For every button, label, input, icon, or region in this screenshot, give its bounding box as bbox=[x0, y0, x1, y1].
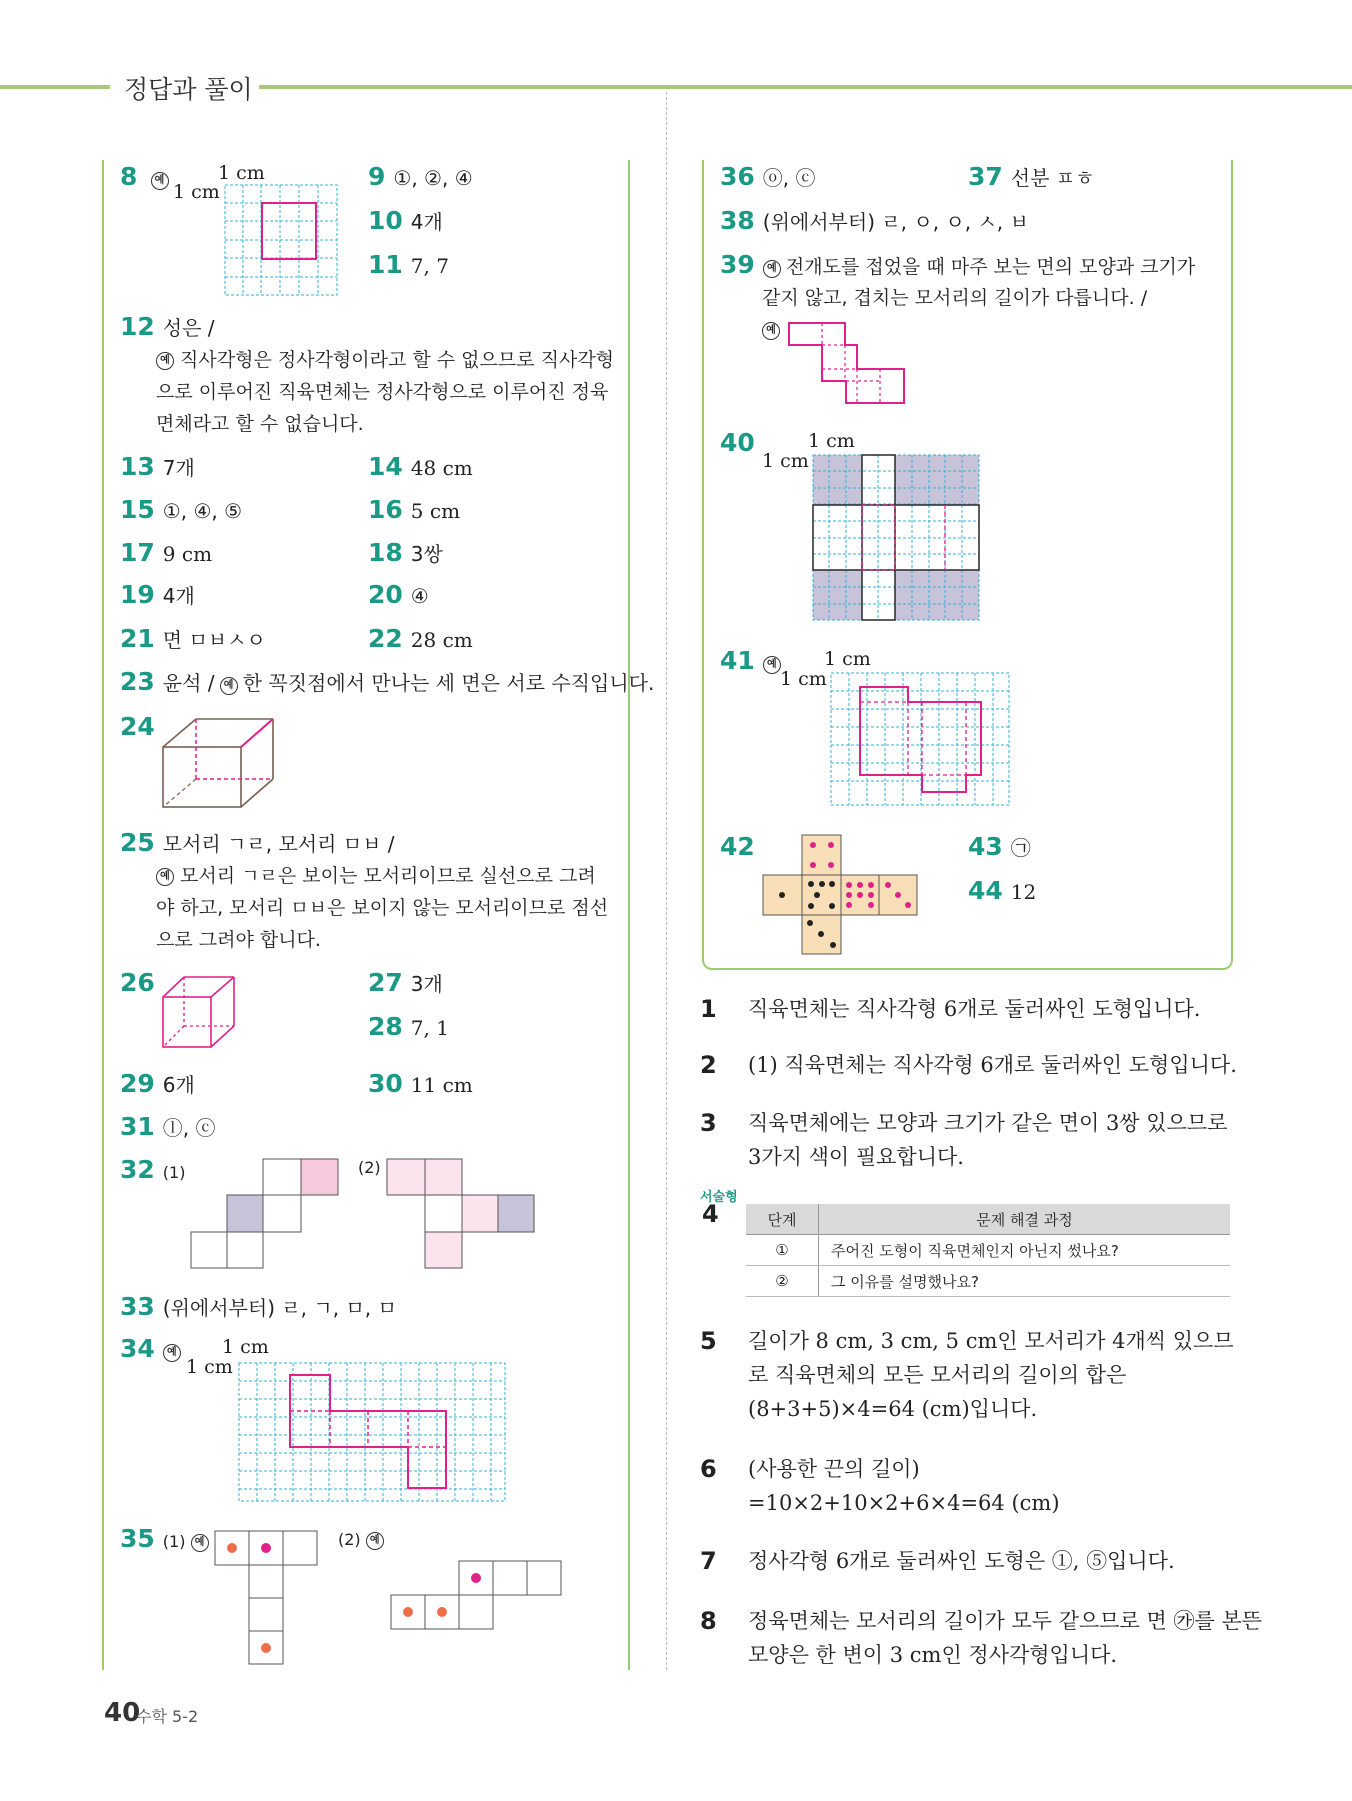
explanation-text: 직육면체는 직사각형 6개로 둘러싸인 도형입니다. bbox=[748, 997, 1201, 1021]
q35-net-1 bbox=[214, 1530, 320, 1666]
q43-number: 43 bbox=[968, 832, 1003, 861]
example-badge: 예 bbox=[762, 322, 780, 340]
explanation-text: 3가지 색이 필요합니다. bbox=[748, 1145, 964, 1169]
q16-number: 16 bbox=[368, 495, 403, 524]
q22-number: 22 bbox=[368, 624, 403, 653]
q18 bbox=[368, 538, 443, 567]
q41-label-left: 1 cm bbox=[780, 668, 827, 690]
q9-number: 9 bbox=[368, 162, 386, 191]
example-badge: 예 bbox=[191, 1534, 209, 1552]
header-rule-left bbox=[0, 85, 110, 89]
q34-number: 34 bbox=[120, 1334, 155, 1363]
q35-part1-label: (1) bbox=[162, 1532, 186, 1551]
q11-answer: 7, 7 bbox=[410, 254, 449, 278]
q42-number: 42 bbox=[720, 832, 755, 861]
q16 bbox=[368, 495, 460, 524]
q29-answer: 6개 bbox=[162, 1073, 195, 1097]
q44-answer: 12 bbox=[1010, 880, 1037, 904]
rubric-criterion: 그 이유를 설명했나요? bbox=[819, 1266, 1231, 1297]
q44 bbox=[968, 876, 1036, 905]
explanation-text: =10×2+10×2+6×4=64 (cm) bbox=[748, 1491, 1060, 1515]
q36-answer: ⓞ, ⓒ bbox=[762, 166, 816, 190]
explanation-1 bbox=[700, 992, 1200, 1026]
explanation-number: 5 bbox=[700, 1327, 717, 1355]
example-badge: 예 bbox=[156, 352, 174, 370]
rubric-header-process: 문제 해결 과정 bbox=[819, 1204, 1231, 1235]
q32-part2-label: (2) bbox=[358, 1158, 381, 1177]
explanation-7 bbox=[700, 1544, 1175, 1578]
explanation-8 bbox=[700, 1604, 1262, 1672]
q44-number: 44 bbox=[968, 876, 1003, 905]
q22 bbox=[368, 624, 473, 653]
q14-number: 14 bbox=[368, 452, 403, 481]
q41-label-top: 1 cm bbox=[824, 648, 871, 670]
q24 bbox=[120, 712, 163, 741]
q8 bbox=[120, 162, 169, 191]
q35-number: 35 bbox=[120, 1524, 155, 1553]
q32-net-2 bbox=[386, 1158, 536, 1270]
q32-number: 32 bbox=[120, 1155, 155, 1184]
q19-answer: 4개 bbox=[162, 584, 195, 608]
q26 bbox=[120, 968, 163, 997]
q33-answer: (위에서부터) ㄹ, ㄱ, ㅁ, ㅁ bbox=[162, 1296, 397, 1320]
q15 bbox=[120, 495, 242, 524]
rubric-row bbox=[746, 1266, 1230, 1297]
q21-number: 21 bbox=[120, 624, 155, 653]
q40 bbox=[720, 428, 763, 457]
q35-net-2 bbox=[390, 1560, 564, 1632]
q32 bbox=[120, 1155, 185, 1184]
q39-net-figure bbox=[788, 322, 906, 406]
q30-number: 30 bbox=[368, 1069, 403, 1098]
explanation-number: 3 bbox=[700, 1109, 717, 1137]
q25-line4: 으로 그려야 합니다. bbox=[156, 929, 321, 951]
q38-answer: (위에서부터) ㄹ, ㅇ, ㅇ, ㅅ, ㅂ bbox=[762, 210, 1029, 234]
q19 bbox=[120, 580, 195, 609]
q14-answer: 48 cm bbox=[410, 456, 473, 480]
q39-example bbox=[762, 320, 780, 340]
q39-line2: 같지 않고, 겹치는 모서리의 길이가 다릅니다. / bbox=[762, 287, 1148, 309]
example-badge: 예 bbox=[156, 868, 174, 886]
explanation-number: 8 bbox=[700, 1607, 717, 1635]
q32-net-1 bbox=[190, 1158, 340, 1270]
q25 bbox=[120, 828, 395, 857]
q10-answer: 4개 bbox=[410, 210, 443, 234]
q12-line4: 면체라고 할 수 없습니다. bbox=[156, 413, 364, 435]
q29 bbox=[120, 1069, 195, 1098]
page-title: 정답과 풀이 bbox=[118, 70, 259, 106]
rubric-step: ① bbox=[746, 1235, 819, 1266]
q12-explanation bbox=[156, 344, 616, 440]
rubric-tag: 서술형 bbox=[700, 1190, 738, 1205]
explanation-text: 길이가 8 cm, 3 cm, 5 cm인 모서리가 4개씩 있으므 bbox=[748, 1329, 1234, 1353]
q20-answer: ④ bbox=[410, 584, 429, 608]
left-column-rule-left bbox=[102, 160, 104, 1670]
q13-answer: 7개 bbox=[162, 456, 195, 480]
q26-number: 26 bbox=[120, 968, 155, 997]
q34-label-top: 1 cm bbox=[222, 1336, 269, 1358]
q15-answer: ①, ④, ⑤ bbox=[162, 499, 243, 523]
q11 bbox=[368, 250, 449, 279]
explanation-text: 로 직육면체의 모든 모서리의 길이의 합은 bbox=[748, 1363, 1127, 1387]
left-column-rule-right bbox=[628, 160, 630, 1670]
q40-number: 40 bbox=[720, 428, 755, 457]
q8-number: 8 bbox=[120, 162, 138, 191]
q43 bbox=[968, 832, 1031, 861]
q17-number: 17 bbox=[120, 538, 155, 567]
q35-part2-label bbox=[338, 1530, 384, 1550]
q15-number: 15 bbox=[120, 495, 155, 524]
q37-number: 37 bbox=[968, 162, 1003, 191]
explanation-text: (사용한 끈의 길이) bbox=[748, 1457, 920, 1481]
q17-answer: 9 cm bbox=[162, 542, 213, 566]
q42 bbox=[720, 832, 763, 861]
q35-part2-text: (2) bbox=[338, 1530, 361, 1549]
q9 bbox=[368, 162, 473, 191]
q25-explanation bbox=[156, 860, 618, 956]
q12-line2: 직사각형은 정사각형이라고 할 수 없으므로 직사각형 bbox=[180, 349, 615, 371]
q34-label-left: 1 cm bbox=[186, 1356, 233, 1378]
q27-answer: 3개 bbox=[410, 972, 443, 996]
q35 bbox=[120, 1524, 209, 1553]
q36 bbox=[720, 162, 816, 191]
q25-line3: 야 하고, 모서리 ㅁㅂ은 보이지 않는 모서리이므로 점선 bbox=[156, 897, 609, 919]
example-badge: 예 bbox=[366, 1532, 384, 1550]
explanation-3 bbox=[700, 1106, 1227, 1174]
rubric-criterion: 주어진 도형이 직육면체인지 아닌지 썼나요? bbox=[819, 1235, 1231, 1266]
q12-answer: 성은 / bbox=[162, 316, 215, 340]
q13 bbox=[120, 452, 195, 481]
q31-number: 31 bbox=[120, 1112, 155, 1141]
center-divider bbox=[666, 92, 667, 1670]
q30 bbox=[368, 1069, 473, 1098]
q23-answer: 윤석 / bbox=[162, 671, 215, 695]
q43-answer: ㉠ bbox=[1010, 836, 1031, 860]
explanation-text: (1) 직육면체는 직사각형 6개로 둘러싸인 도형입니다. bbox=[748, 1053, 1237, 1077]
q25-number: 25 bbox=[120, 828, 155, 857]
rubric-table bbox=[746, 1204, 1230, 1297]
q21 bbox=[120, 624, 266, 653]
explanation-number: 6 bbox=[700, 1455, 717, 1483]
explanation-number: 7 bbox=[700, 1547, 717, 1575]
example-badge: 예 bbox=[220, 677, 238, 695]
q40-grid-figure bbox=[812, 454, 982, 622]
q16-answer: 5 cm bbox=[410, 499, 461, 523]
q10 bbox=[368, 206, 443, 235]
header-rule-right bbox=[242, 85, 1352, 89]
q17 bbox=[120, 538, 212, 567]
q22-answer: 28 cm bbox=[410, 628, 473, 652]
q21-answer: 면 ㅁㅂㅅㅇ bbox=[162, 628, 266, 652]
q27-number: 27 bbox=[368, 968, 403, 997]
explanation-number: 1 bbox=[700, 995, 717, 1023]
q9-answer: ①, ②, ④ bbox=[393, 166, 473, 190]
q20-number: 20 bbox=[368, 580, 403, 609]
q14 bbox=[368, 452, 473, 481]
explanation-text: 정사각형 6개로 둘러싸인 도형은 ①, ⑤입니다. bbox=[748, 1549, 1175, 1573]
q33 bbox=[120, 1292, 397, 1321]
q28-answer: 7, 1 bbox=[410, 1016, 449, 1040]
rubric-row bbox=[746, 1235, 1230, 1266]
q38-number: 38 bbox=[720, 206, 755, 235]
q13-number: 13 bbox=[120, 452, 155, 481]
q30-answer: 11 cm bbox=[410, 1073, 473, 1097]
q19-number: 19 bbox=[120, 580, 155, 609]
rubric-header-step: 단계 bbox=[746, 1204, 819, 1235]
q20 bbox=[368, 580, 429, 609]
q23 bbox=[120, 667, 654, 696]
q40-label-left: 1 cm bbox=[762, 450, 809, 472]
q26-cube-figure bbox=[160, 974, 238, 1050]
q37 bbox=[968, 162, 1094, 191]
q8-label-left: 1 cm bbox=[173, 181, 220, 203]
explanation-text: 모양은 한 변이 3 cm인 정사각형입니다. bbox=[748, 1643, 1118, 1667]
q29-number: 29 bbox=[120, 1069, 155, 1098]
example-badge: 예 bbox=[763, 260, 781, 278]
q12-number: 12 bbox=[120, 312, 155, 341]
q34-grid-figure bbox=[238, 1362, 508, 1504]
q28 bbox=[368, 1012, 449, 1041]
q28-number: 28 bbox=[368, 1012, 403, 1041]
explanation-text: 정육면체는 모서리의 길이가 모두 같으므로 면 ㉮를 본뜬 bbox=[748, 1609, 1263, 1633]
q37-answer: 선분 ㅍㅎ bbox=[1010, 166, 1095, 190]
q11-number: 11 bbox=[368, 250, 403, 279]
rubric-number: 4 bbox=[702, 1200, 719, 1228]
q12-line3: 으로 이루어진 직육면체는 정사각형으로 이루어진 정육 bbox=[156, 381, 609, 403]
example-badge: 예 bbox=[163, 1344, 181, 1362]
q8-label-top: 1 cm bbox=[218, 162, 265, 184]
q25-answer: 모서리 ㄱㄹ, 모서리 ㅁㅂ / bbox=[162, 832, 395, 856]
q25-line2: 모서리 ㄱㄹ은 보이는 모서리이므로 실선으로 그려 bbox=[180, 865, 596, 887]
q12 bbox=[120, 312, 215, 341]
q18-answer: 3쌍 bbox=[410, 542, 443, 566]
q34 bbox=[120, 1334, 181, 1363]
q42-dice-net bbox=[762, 834, 920, 956]
q27 bbox=[368, 968, 443, 997]
q24-cuboid-figure bbox=[160, 716, 278, 810]
rubric-step: ② bbox=[746, 1266, 819, 1297]
q31 bbox=[120, 1112, 216, 1141]
explanation-6 bbox=[700, 1452, 1060, 1520]
q18-number: 18 bbox=[368, 538, 403, 567]
explanation-text: (8+3+5)×4=64 (cm)입니다. bbox=[748, 1397, 1038, 1421]
page-number: 40 bbox=[104, 1698, 141, 1728]
q33-number: 33 bbox=[120, 1292, 155, 1321]
explanation-5 bbox=[700, 1324, 1234, 1426]
q40-label-top: 1 cm bbox=[808, 430, 855, 452]
q39 bbox=[720, 250, 1195, 279]
explanation-2 bbox=[700, 1048, 1237, 1082]
explanation-number: 2 bbox=[700, 1051, 717, 1079]
q23-number: 23 bbox=[120, 667, 155, 696]
q32-part1-label: (1) bbox=[162, 1163, 186, 1182]
q39-line1: 전개도를 접었을 때 마주 보는 면의 모양과 크기가 bbox=[785, 256, 1196, 278]
q38 bbox=[720, 206, 1029, 235]
q31-answer: ⓛ, ⓒ bbox=[162, 1116, 216, 1140]
rubric-header-row bbox=[746, 1204, 1230, 1235]
q24-number: 24 bbox=[120, 712, 155, 741]
q8-grid-figure bbox=[224, 184, 338, 296]
q41 bbox=[720, 646, 781, 675]
example-badge: 예 bbox=[151, 172, 169, 190]
q23-reason: 한 꼭짓점에서 만나는 세 면은 서로 수직입니다. bbox=[242, 671, 655, 695]
explanation-text: 직육면체에는 모양과 크기가 같은 면이 3쌍 있으므로 bbox=[748, 1111, 1228, 1135]
q39-number: 39 bbox=[720, 250, 755, 279]
q41-grid-figure bbox=[830, 672, 1012, 808]
q10-number: 10 bbox=[368, 206, 403, 235]
page-subject: 수학 5-2 bbox=[136, 1707, 199, 1726]
example-badge: 예 bbox=[763, 656, 781, 674]
q41-number: 41 bbox=[720, 646, 755, 675]
q36-number: 36 bbox=[720, 162, 755, 191]
